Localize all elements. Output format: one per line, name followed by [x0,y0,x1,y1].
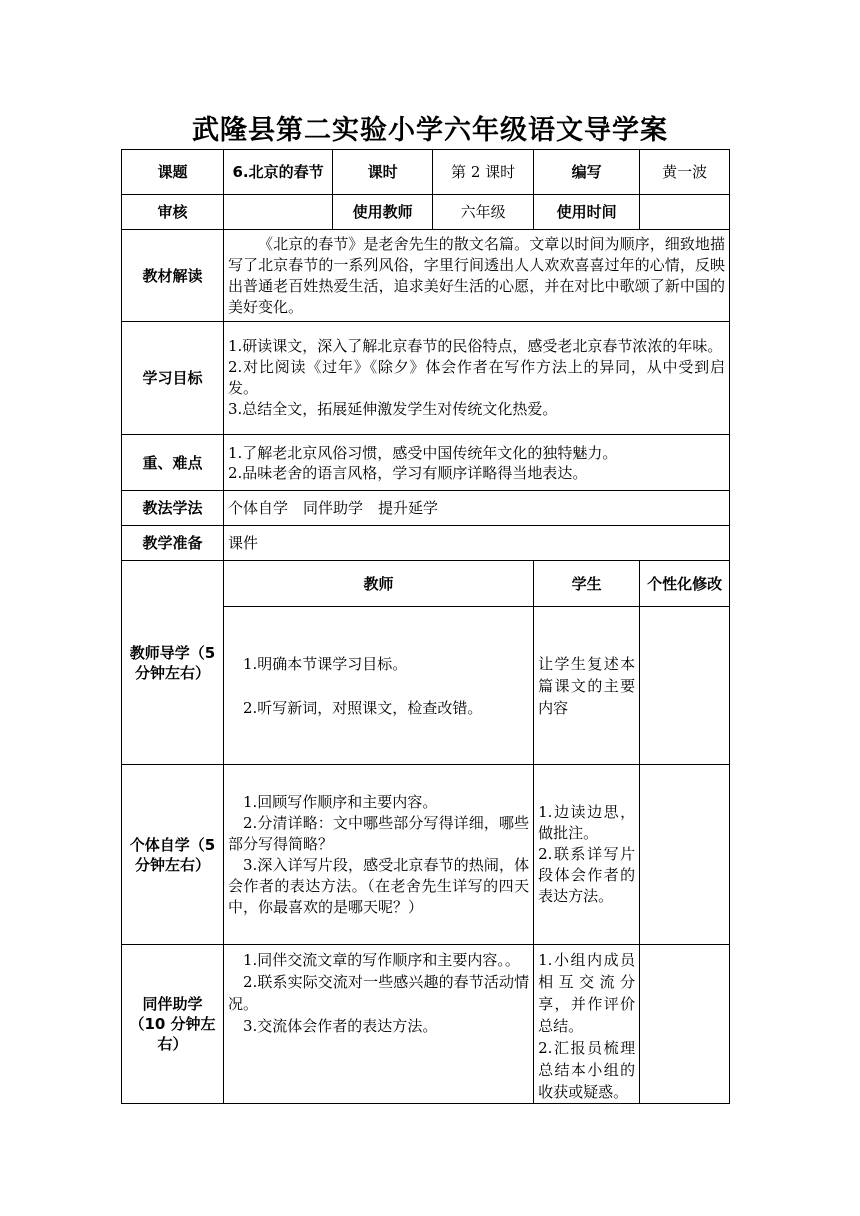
lesson-plan-table [121,149,730,1104]
keypoints-list [224,435,730,491]
review-value [224,195,333,230]
phase-label: 同伴助学（10 分钟左右） [122,945,224,1104]
phase-row [122,945,730,1104]
phase-student-cell [534,607,640,765]
goals-list [224,322,730,435]
keypoint-item: 1.了解老北京风俗习惯，感受中国传统年文化的独特魅力。 [228,443,618,462]
author-label: 编写 [534,150,640,195]
columns-header-row [122,561,730,607]
goals-label: 学习目标 [122,322,224,435]
personal-column-header: 个性化修改 [640,561,730,607]
student-step: 1.边读边思，做批注。 [538,803,636,842]
author-value: 黄一波 [640,150,730,195]
methods-row [122,491,730,526]
goals-row [122,322,730,435]
student-step: 让学生复述本篇课文的主要内容 [538,654,636,717]
goal-item: 1.研读课文，深入了解北京春节的民俗特点，感受老北京春节浓浓的年味。 [228,337,723,355]
topic-label: 课题 [122,150,224,195]
goal-item: 2.对比阅读《过年》《除夕》体会作者在写作方法上的异同，从中受到启发。 [228,358,725,397]
teacher-column-header: 教师 [224,561,534,607]
teacher-step: 3.深入详写片段，感受北京春节的热闹，体会作者的表达方法。（在老舍先生详写的四天中，你最喜欢的是哪天呢？） [228,855,530,916]
phase-teacher-cell [224,765,534,945]
phase-label: 个体自学（5 分钟左右） [122,765,224,945]
teacher-step: 2.联系实际交流对一些感兴趣的春节活动情况。 [228,973,530,1013]
teacher-value: 六年级 [433,195,534,230]
prep-row [122,526,730,561]
methods-label: 教法学法 [122,491,224,526]
prep-label: 教学准备 [122,526,224,561]
student-column-header: 学生 [534,561,640,607]
page-title: 武隆县第二实验小学六年级语文导学案 [192,115,668,146]
teacher-label: 使用教师 [333,195,433,230]
time-label: 使用时间 [534,195,640,230]
teacher-step: 2.听写新词，对照课文，检查改错。 [243,698,483,717]
student-step: 2.汇报员梳理总结本小组的收获或疑惑。 [538,1039,636,1101]
review-label: 审核 [122,195,224,230]
phase-personal-cell [640,607,730,765]
phase-personal-cell [640,765,730,945]
phase-student-cell [534,945,640,1104]
header-row-2 [122,195,730,230]
analysis-row [122,230,730,322]
methods-text: 个体自学 同伴助学 提升延学 [224,491,730,526]
teacher-step: 1.回顾写作顺序和主要内容。 [243,792,438,811]
phase-label: 教师导学（5 分钟左右） [122,561,224,765]
keypoints-label: 重、难点 [122,435,224,491]
phase-row [122,765,730,945]
time-value [640,195,730,230]
goal-item: 3.总结全文，拓展延伸激发学生对传统文化热爱。 [228,400,558,418]
teacher-step: 1.同伴交流文章的写作顺序和主要内容。。 [243,951,520,969]
prep-text: 课件 [224,526,730,561]
teacher-step: 3.交流体会作者的表达方法。 [243,1017,438,1035]
topic-value: 6.北京的春节 [224,150,333,195]
period-value: 第 2 课时 [433,150,534,195]
keypoints-row [122,435,730,491]
student-step: 1.小组内成员相互交流分享，并作评价总结。 [538,951,636,1035]
period-label: 课时 [333,150,433,195]
analysis-text: 《北京的春节》是老舍先生的散文名篇。文章以时间为顺序，细致地描写了北京春节的一系列风俗，字里行间透出人人欢欢喜喜过年的心情，反映出普通老百姓热爱生活，追求美好生活的心愿，并在对比中歌颂了新中国的美好变化。 [224,230,730,322]
keypoint-item: 2.品味老舍的语言风格，学习有顺序详略得当地表达。 [228,463,588,482]
phase-teacher-cell [224,607,534,765]
student-step: 2.联系详写片段体会作者的表达方法。 [538,845,636,905]
header-row-1 [122,150,730,195]
phase-personal-cell [640,945,730,1104]
phase-student-cell [534,765,640,945]
phase-teacher-cell [224,945,534,1104]
analysis-label: 教材解读 [122,230,224,322]
teacher-step: 2.分清详略：文中哪些部分写得详细，哪些部分写得简略？ [228,813,530,853]
teacher-step: 1.明确本节课学习目标。 [243,654,408,673]
